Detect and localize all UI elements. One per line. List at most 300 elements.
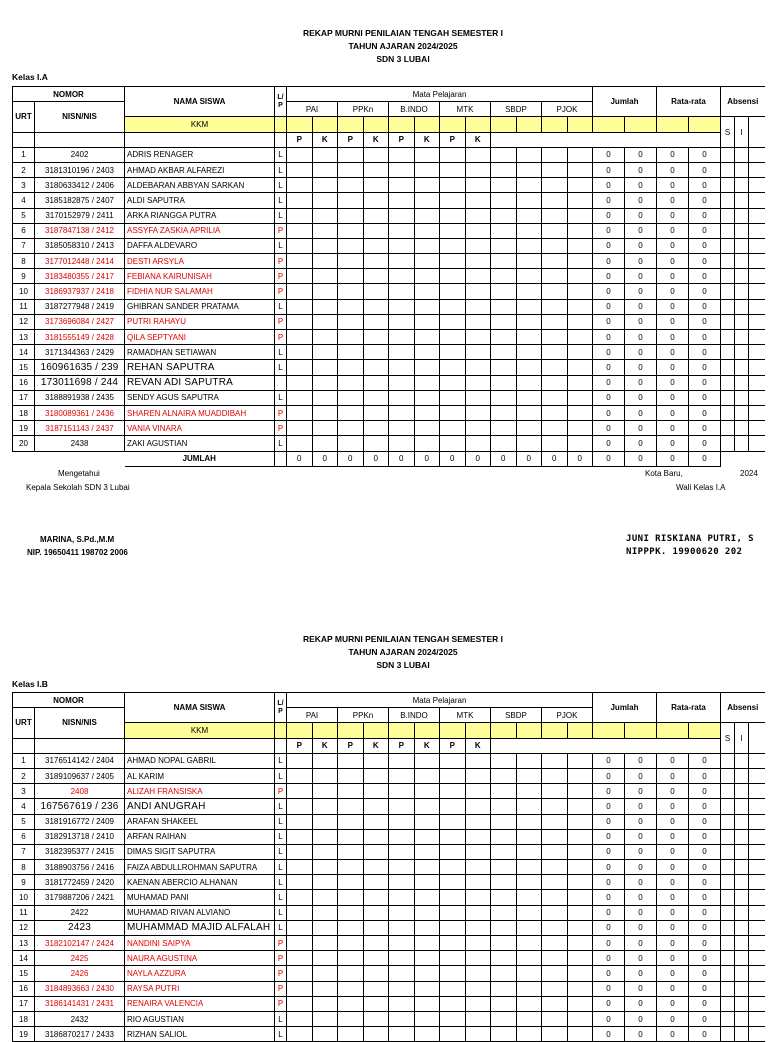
grade-cell xyxy=(516,814,542,829)
grade-cell xyxy=(312,254,338,269)
grade-cell xyxy=(312,981,338,996)
total-k: 0 xyxy=(625,360,657,375)
student-name: RIO AGUSTIAN xyxy=(125,1011,275,1026)
student-row xyxy=(13,178,765,193)
average-p: 0 xyxy=(657,254,689,269)
student-number: 18 xyxy=(13,1011,35,1026)
grade-cell xyxy=(465,905,491,920)
grade-cell xyxy=(465,829,491,844)
absence-a xyxy=(749,360,765,375)
grade-cell xyxy=(567,405,593,420)
table-cell xyxy=(749,723,765,753)
average-p: 0 xyxy=(657,753,689,768)
grade-cell xyxy=(542,920,568,935)
average-k: 0 xyxy=(689,405,721,420)
student-nisn: 2408 xyxy=(35,784,125,799)
absence-s xyxy=(721,844,735,859)
absence-s xyxy=(721,314,735,329)
absence-s xyxy=(721,753,735,768)
grade-cell xyxy=(363,147,389,162)
grade-cell xyxy=(516,875,542,890)
grade-cell xyxy=(389,799,415,814)
absence-i xyxy=(735,1027,749,1042)
table-cell xyxy=(275,723,287,738)
grade-cell xyxy=(516,784,542,799)
grade-cell xyxy=(414,284,440,299)
report-title: REKAP MURNI PENILAIAN TENGAH SEMESTER I xyxy=(302,634,504,644)
grade-cell xyxy=(516,436,542,451)
student-name: AHMAD AKBAR ALFAREZI xyxy=(125,162,275,177)
student-name: ZAKI AGUSTIAN xyxy=(125,436,275,451)
student-name: ALDI SAPUTRA xyxy=(125,193,275,208)
absence-a xyxy=(749,1011,765,1026)
header-pk: P xyxy=(287,738,313,753)
student-number: 7 xyxy=(13,844,35,859)
table-cell xyxy=(338,117,364,132)
grade-cell xyxy=(542,162,568,177)
grade-cell xyxy=(440,981,466,996)
grade-cell xyxy=(287,814,313,829)
grade-cell xyxy=(389,284,415,299)
grade-cell xyxy=(312,193,338,208)
grade-cell xyxy=(338,238,364,253)
student-row xyxy=(13,844,765,859)
grade-cell xyxy=(542,966,568,981)
student-row xyxy=(13,254,765,269)
grade-cell xyxy=(414,314,440,329)
student-row xyxy=(13,147,765,162)
student-name: PUTRI RAHAYU xyxy=(125,314,275,329)
average-p: 0 xyxy=(657,238,689,253)
grade-cell xyxy=(567,345,593,360)
grade-cell xyxy=(414,330,440,345)
student-number: 9 xyxy=(13,875,35,890)
header-s: S xyxy=(721,723,735,753)
grade-cell xyxy=(414,178,440,193)
absence-s xyxy=(721,905,735,920)
jumlah-value: 0 xyxy=(689,451,721,466)
grade-cell xyxy=(542,254,568,269)
table-cell xyxy=(312,117,338,132)
total-k: 0 xyxy=(625,178,657,193)
student-gender: P xyxy=(275,421,287,436)
total-k: 0 xyxy=(625,875,657,890)
grade-cell xyxy=(389,966,415,981)
grade-cell xyxy=(542,238,568,253)
student-number: 3 xyxy=(13,784,35,799)
header-nomor: NOMOR xyxy=(13,693,125,708)
average-k: 0 xyxy=(689,890,721,905)
grade-cell xyxy=(465,284,491,299)
total-p: 0 xyxy=(593,360,625,375)
grade-cell xyxy=(389,208,415,223)
student-name: SENDY AGUS SAPUTRA xyxy=(125,390,275,405)
student-number: 17 xyxy=(13,996,35,1011)
student-gender: P xyxy=(275,996,287,1011)
grade-cell xyxy=(491,799,517,814)
grade-cell xyxy=(338,345,364,360)
average-p: 0 xyxy=(657,330,689,345)
absence-s xyxy=(721,299,735,314)
grade-cell xyxy=(542,996,568,1011)
absence-a xyxy=(749,799,765,814)
student-gender xyxy=(275,375,287,390)
student-nisn: 3182395377 / 2415 xyxy=(35,844,125,859)
grade-cell xyxy=(338,223,364,238)
teacher-nip: NIPPPK. 19900620 202 xyxy=(626,547,743,557)
absence-a xyxy=(749,314,765,329)
average-k: 0 xyxy=(689,981,721,996)
grade-cell xyxy=(491,178,517,193)
student-gender: L xyxy=(275,860,287,875)
total-p: 0 xyxy=(593,981,625,996)
table-cell xyxy=(567,117,593,132)
grade-cell xyxy=(567,193,593,208)
grade-cell xyxy=(363,936,389,951)
grade-cell xyxy=(312,284,338,299)
table-cell xyxy=(275,738,287,753)
student-name: DAFFA ALDEVARO xyxy=(125,238,275,253)
grade-cell xyxy=(414,814,440,829)
student-gender: L xyxy=(275,799,287,814)
grade-cell xyxy=(389,254,415,269)
student-gender: P xyxy=(275,951,287,966)
grade-cell xyxy=(363,799,389,814)
table-cell xyxy=(275,132,287,147)
student-number: 19 xyxy=(13,421,35,436)
grade-cell xyxy=(363,1027,389,1042)
student-nisn: 2425 xyxy=(35,951,125,966)
grade-cell xyxy=(414,254,440,269)
grade-cell xyxy=(363,193,389,208)
jumlah-value: 0 xyxy=(363,451,389,466)
average-k: 0 xyxy=(689,814,721,829)
average-k: 0 xyxy=(689,208,721,223)
grade-cell xyxy=(414,860,440,875)
total-p: 0 xyxy=(593,375,625,390)
absence-s xyxy=(721,375,735,390)
grade-cell xyxy=(567,299,593,314)
student-nisn: 3181772459 / 2420 xyxy=(35,875,125,890)
header-pk: K xyxy=(414,132,440,147)
grade-cell xyxy=(287,421,313,436)
grade-cell xyxy=(542,829,568,844)
grade-cell xyxy=(287,284,313,299)
average-p: 0 xyxy=(657,875,689,890)
absence-s xyxy=(721,254,735,269)
student-gender: L xyxy=(275,1011,287,1026)
grade-cell xyxy=(491,981,517,996)
average-k: 0 xyxy=(689,799,721,814)
jumlah-value: 0 xyxy=(625,451,657,466)
student-name: FIDHIA NUR SALAMAH xyxy=(125,284,275,299)
grade-cell xyxy=(363,890,389,905)
student-row xyxy=(13,330,765,345)
grade-cell xyxy=(338,254,364,269)
student-name: REHAN SAPUTRA xyxy=(125,360,275,375)
total-k: 0 xyxy=(625,421,657,436)
total-k: 0 xyxy=(625,829,657,844)
average-k: 0 xyxy=(689,178,721,193)
grade-cell xyxy=(312,238,338,253)
grade-cell xyxy=(312,421,338,436)
grade-cell xyxy=(491,890,517,905)
student-row xyxy=(13,936,765,951)
average-k: 0 xyxy=(689,162,721,177)
grade-cell xyxy=(414,223,440,238)
grade-cell xyxy=(516,996,542,1011)
average-k: 0 xyxy=(689,223,721,238)
total-p: 0 xyxy=(593,178,625,193)
header-subject: PJOK xyxy=(542,102,593,117)
total-k: 0 xyxy=(625,1011,657,1026)
average-k: 0 xyxy=(689,299,721,314)
grade-cell xyxy=(312,360,338,375)
grade-cell xyxy=(312,405,338,420)
grade-cell xyxy=(542,875,568,890)
absence-s xyxy=(721,421,735,436)
grade-cell xyxy=(338,829,364,844)
table-cell xyxy=(338,723,364,738)
grade-cell xyxy=(389,1011,415,1026)
header-subject: SBDP xyxy=(491,708,542,723)
table-cell xyxy=(275,451,287,466)
absence-a xyxy=(749,269,765,284)
average-k: 0 xyxy=(689,330,721,345)
student-nisn: 3180633412 / 2406 xyxy=(35,178,125,193)
grade-cell xyxy=(516,981,542,996)
student-nisn: 3185058310 / 2413 xyxy=(35,238,125,253)
mengetahui-label: Mengetahui xyxy=(58,469,100,478)
student-name: DESTI ARSYLA xyxy=(125,254,275,269)
grade-cell xyxy=(491,920,517,935)
grade-cell xyxy=(465,784,491,799)
average-k: 0 xyxy=(689,753,721,768)
grade-cell xyxy=(414,1011,440,1026)
table-cell xyxy=(363,117,389,132)
student-number: 12 xyxy=(13,314,35,329)
grade-cell xyxy=(389,829,415,844)
total-k: 0 xyxy=(625,753,657,768)
student-name: MUHAMAD PANI xyxy=(125,890,275,905)
grade-cell xyxy=(338,208,364,223)
header-nisn: NISN/NIS xyxy=(35,102,125,132)
grade-cell xyxy=(440,936,466,951)
average-k: 0 xyxy=(689,284,721,299)
table-cell xyxy=(593,723,625,738)
grade-cell xyxy=(414,920,440,935)
student-row xyxy=(13,360,765,375)
total-k: 0 xyxy=(625,890,657,905)
header-pk: P xyxy=(389,738,415,753)
student-gender: L xyxy=(275,436,287,451)
grade-cell xyxy=(312,1027,338,1042)
student-row xyxy=(13,405,765,420)
header-row xyxy=(13,738,765,753)
grade-cell xyxy=(440,330,466,345)
absence-i xyxy=(735,996,749,1011)
absence-a xyxy=(749,860,765,875)
grade-cell xyxy=(338,390,364,405)
jumlah-value: 0 xyxy=(440,451,466,466)
absence-a xyxy=(749,829,765,844)
table-cell xyxy=(363,723,389,738)
student-nisn: 173011698 / 244 xyxy=(35,375,125,390)
grade-cell xyxy=(287,178,313,193)
grade-cell xyxy=(440,996,466,1011)
grade-cell xyxy=(440,314,466,329)
grade-cell xyxy=(287,875,313,890)
grade-cell xyxy=(542,768,568,783)
student-number: 16 xyxy=(13,981,35,996)
student-row xyxy=(13,162,765,177)
student-gender: P xyxy=(275,254,287,269)
absence-i xyxy=(735,436,749,451)
grade-cell xyxy=(542,284,568,299)
grade-cell xyxy=(491,784,517,799)
absence-i xyxy=(735,345,749,360)
absence-a xyxy=(749,981,765,996)
absence-i xyxy=(735,314,749,329)
student-gender: L xyxy=(275,829,287,844)
total-row xyxy=(13,451,765,466)
table-cell xyxy=(542,117,568,132)
absence-i xyxy=(735,768,749,783)
grade-cell xyxy=(440,405,466,420)
table-cell xyxy=(465,723,491,738)
header-subject: PPKn xyxy=(338,708,389,723)
average-p: 0 xyxy=(657,784,689,799)
grade-cell xyxy=(363,920,389,935)
grade-cell xyxy=(465,360,491,375)
grade-cell xyxy=(414,345,440,360)
absence-s xyxy=(721,814,735,829)
absence-i xyxy=(735,238,749,253)
principal-nip: NIP. 19650411 198702 2006 xyxy=(27,548,128,557)
table-cell xyxy=(13,132,35,147)
grade-cell xyxy=(440,238,466,253)
grade-cell xyxy=(287,390,313,405)
average-k: 0 xyxy=(689,314,721,329)
grade-cell xyxy=(312,799,338,814)
student-name: GHIBRAN SANDER PRATAMA xyxy=(125,299,275,314)
grade-cell xyxy=(542,905,568,920)
student-nisn: 3187847138 / 2412 xyxy=(35,223,125,238)
total-p: 0 xyxy=(593,966,625,981)
student-gender: L xyxy=(275,1027,287,1042)
student-row xyxy=(13,345,765,360)
absence-a xyxy=(749,193,765,208)
grade-cell xyxy=(287,996,313,1011)
grade-cell xyxy=(414,193,440,208)
table-cell xyxy=(35,738,125,753)
table-cell xyxy=(491,723,517,738)
grade-cell xyxy=(338,299,364,314)
grade-cell xyxy=(414,162,440,177)
student-nisn: 3187277948 / 2419 xyxy=(35,299,125,314)
grade-cell xyxy=(312,375,338,390)
student-gender: P xyxy=(275,269,287,284)
total-p: 0 xyxy=(593,936,625,951)
grade-cell xyxy=(414,421,440,436)
grade-cell xyxy=(516,390,542,405)
grade-cell xyxy=(542,330,568,345)
grade-cell xyxy=(491,844,517,859)
average-k: 0 xyxy=(689,905,721,920)
absence-i xyxy=(735,814,749,829)
grade-cell xyxy=(567,223,593,238)
grade-cell xyxy=(567,208,593,223)
grade-cell xyxy=(567,1027,593,1042)
table-cell xyxy=(13,738,35,753)
grade-cell xyxy=(465,421,491,436)
header-urt: URT xyxy=(13,708,35,738)
grade-cell xyxy=(414,829,440,844)
class-label-a: Kelas I.A xyxy=(12,72,48,82)
grade-cell xyxy=(491,238,517,253)
student-name: RAMADHAN SETIAWAN xyxy=(125,345,275,360)
total-p: 0 xyxy=(593,768,625,783)
student-nisn: 3173696084 / 2427 xyxy=(35,314,125,329)
total-k: 0 xyxy=(625,920,657,935)
absence-i xyxy=(735,981,749,996)
grade-cell xyxy=(567,238,593,253)
grade-cell xyxy=(440,844,466,859)
absence-s xyxy=(721,193,735,208)
grade-cell xyxy=(542,405,568,420)
grade-cell xyxy=(491,1027,517,1042)
student-row xyxy=(13,799,765,814)
grade-cell xyxy=(287,905,313,920)
grade-cell xyxy=(491,996,517,1011)
grade-cell xyxy=(440,799,466,814)
grade-cell xyxy=(542,223,568,238)
student-nisn: 3182913718 / 2410 xyxy=(35,829,125,844)
student-number: 13 xyxy=(13,936,35,951)
student-name: MUHAMAD RIVAN ALVIANO xyxy=(125,905,275,920)
grade-cell xyxy=(363,345,389,360)
header-row xyxy=(13,87,765,102)
table-cell xyxy=(516,117,542,132)
student-gender: P xyxy=(275,284,287,299)
average-p: 0 xyxy=(657,768,689,783)
grade-cell xyxy=(465,860,491,875)
grade-cell xyxy=(491,193,517,208)
teacher-name: JUNI RISKIANA PUTRI, S xyxy=(626,534,755,544)
grade-cell xyxy=(287,890,313,905)
grade-cell xyxy=(338,799,364,814)
student-number: 7 xyxy=(13,238,35,253)
average-k: 0 xyxy=(689,966,721,981)
grade-cell xyxy=(287,860,313,875)
grade-cell xyxy=(440,753,466,768)
grade-cell xyxy=(338,936,364,951)
grade-cell xyxy=(414,147,440,162)
average-p: 0 xyxy=(657,314,689,329)
absence-a xyxy=(749,405,765,420)
student-nisn: 3189109637 / 2405 xyxy=(35,768,125,783)
grade-cell xyxy=(465,844,491,859)
grade-cell xyxy=(465,890,491,905)
grade-cell xyxy=(516,966,542,981)
total-p: 0 xyxy=(593,814,625,829)
student-row xyxy=(13,314,765,329)
header-absensi: Absensi xyxy=(721,693,765,723)
average-p: 0 xyxy=(657,951,689,966)
table-cell xyxy=(593,117,625,132)
grade-cell xyxy=(287,269,313,284)
average-p: 0 xyxy=(657,147,689,162)
